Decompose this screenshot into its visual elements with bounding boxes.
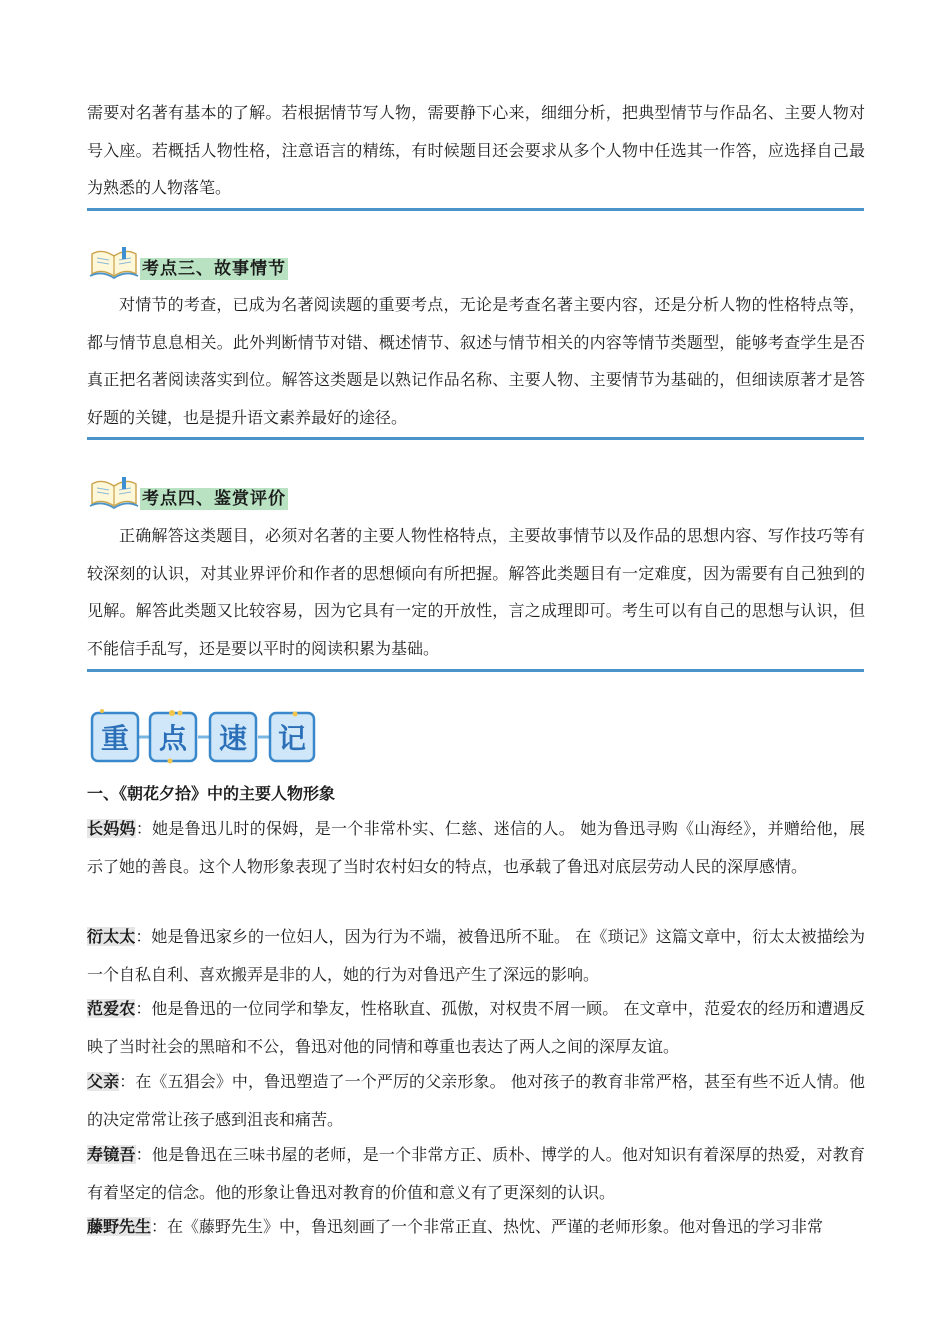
section-title: 考点四、鉴赏评价: [142, 489, 286, 509]
characters-section-title: 一、《朝花夕拾》中的主要人物形象: [87, 784, 336, 803]
section-body-plot: 对情节的考查，已成为名著阅读题的重要考点，无论是考查名著主要内容，还是分析人物的性格特点等，都与情节息息相关。此外判断情节对错、概述情节、叙述与情节相关的内容等情节类题型，能够考查学生是否真正把名著阅读落实到位。解答这类题是以熟记作品名称、主要人物、主要情节为基础的，但细读原著才是答好题的关键，也是提升语文素养最好的途径。: [87, 295, 865, 427]
character-description: ：她是鲁迅儿时的保姆，是一个非常朴实、仁慈、迷信的人。 她为鲁迅寻购《山海经》，并赠给他，展示了她的善良。这个人物形象表现了当时农村妇女的特点，也承载了鲁迅对底层劳动人民的深厚感情。: [87, 819, 865, 876]
character-description: ：他是鲁迅的一位同学和挚友，性格耿直、孤傲，对权贵不屑一顾。 在文章中，范爱农的经历和遭遇反映了当时社会的黑暗和不公，鲁迅对他的同情和尊重也表达了两人之间的深厚友谊。: [87, 999, 865, 1056]
banner-char: 速: [218, 722, 248, 755]
section-divider: [87, 437, 864, 440]
section-divider: [87, 669, 864, 672]
character-name: 父亲: [87, 1072, 120, 1091]
section-divider: [87, 208, 864, 211]
key-points-banner: [90, 707, 316, 767]
banner-char: 重: [100, 722, 130, 755]
section-heading-appreciation: [88, 474, 488, 512]
character-entry: [87, 1208, 865, 1246]
open-book-icon: [88, 244, 140, 280]
section-title: 考点三、故事情节: [142, 259, 286, 279]
character-description: ：在《藤野先生》中，鲁迅刻画了一个非常正直、热忱、严谨的老师形象。他对鲁迅的学习非常: [151, 1217, 824, 1236]
intro-paragraph: 需要对名著有基本的了解。若根据情节写人物，需要静下心来，细细分析，把典型情节与作品名、主要人物对号入座。若概括人物性格，注意语言的精练，有时候题目还会要求从多个人物中任选其一作答，应选择自己最为熟悉的人物落笔。: [87, 103, 865, 197]
banner-char: 记: [277, 722, 307, 755]
character-name: 衍太太: [87, 927, 136, 946]
character-entry: [87, 810, 865, 885]
character-name: 藤野先生: [87, 1217, 152, 1236]
section-heading-plot: [88, 244, 488, 282]
character-entry: [87, 990, 865, 1065]
character-name: 范爱农: [87, 999, 136, 1018]
character-entry: [87, 1063, 865, 1138]
character-description: ：在《五猖会》中，鲁迅塑造了一个严厉的父亲形象。 他对孩子的教育非常严格，甚至有些不近人情。他的决定常常让孩子感到沮丧和痛苦。: [87, 1072, 865, 1129]
character-name: 寿镜吾: [87, 1145, 136, 1164]
character-description: ：她是鲁迅家乡的一位妇人，因为行为不端，被鲁迅所不耻。 在《琐记》这篇文章中，衍太太被描绘为一个自私自利、喜欢搬弄是非的人，她的行为对鲁迅产生了深远的影响。: [87, 927, 865, 984]
banner-char: 点: [158, 722, 188, 755]
character-name: 长妈妈: [87, 819, 136, 838]
character-description: ：他是鲁迅在三味书屋的老师，是一个非常方正、质朴、博学的人。他对知识有着深厚的热爱，对教育有着坚定的信念。他的形象让鲁迅对教育的价值和意义有了更深刻的认识。: [87, 1145, 865, 1202]
character-entry: [87, 1136, 865, 1211]
section-body-appreciation: 正确解答这类题目，必须对名著的主要人物性格特点，主要故事情节以及作品的思想内容、写作技巧等有较深刻的认识，对其业界评价和作者的思想倾向有所把握。解答此类题目有一定难度，因为需要有自己独到的见解。解答此类题又比较容易，因为它具有一定的开放性，言之成理即可。考生可以有自己的思想与认识，但不能信手乱写，还是要以平时的阅读积累为基础。: [87, 526, 865, 658]
open-book-icon: [88, 474, 140, 510]
character-entry: [87, 918, 865, 993]
